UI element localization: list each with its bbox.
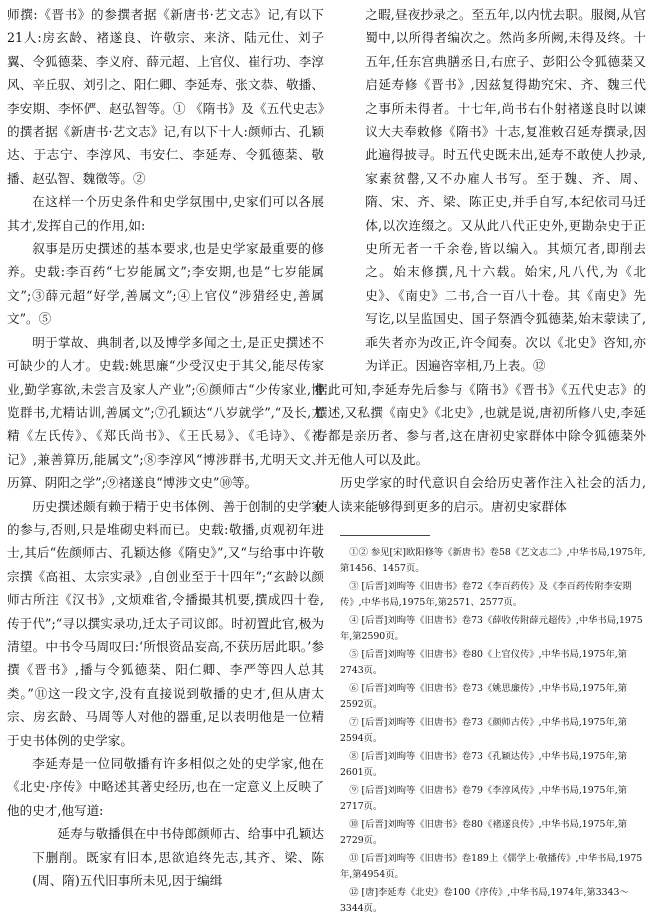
body-paragraph: 叙事是历史撰述的基本要求,也是史学家最重要的修养。史载:李百药“七岁能属文”;李安期,也是“七岁能属文”;③薛元超“好学,善属文”;④上官仪“涉猎经史,善属文”。⑤ (7, 241, 324, 327)
block-quote-paragraph: 之暇,昼夜抄录之。至五年,以内忧去职。服阕,从官蜀中,以所得者编次之。然尚多所阙,未得及终。十五年,任东宫典膳丞日,右庶子、彭阳公令狐德棻又启延寿修《晋书》,因兹复得勘究宋、齐、魏三代之事所未得者。十七年,尚书右仆射褚遂良时以谏议大夫奉敕修《隋书》十志,复准敕召延寿撰录,因此遍得披寻。时五代史既未出,延寿不敢使人抄录,家素贫罄,又不办雇人书写。至于魏、齐、周、隋、宋、齐、梁、陈正史,并手自写,本纪依司马迁体,以次连缀之。又从此八代正史外,更勘杂史于正史所无者一千余卷,皆以编入。其烦冗者,即削去之。始末修撰,凡十六载。始宋,凡八代,为《北史》、《南史》二书,合一百八十卷。其《南史》先写讫,以呈监国史、国子祭酒令狐德棻,始末蒙读了,乖失者亦为改正,许令闻奏。次以《北史》咨知,亦为详正。因遍咨宰相,乃上表。⑫ (365, 7, 646, 374)
body-paragraph: 明于掌故、典制者,以及博学多闻之士,是正史撰述不可缺少的人才。史载:姚思廉“少受汉史于其父,能尽传家业,勤学寡欲,未尝言及家人产业”;⑥颜师古“少传家业,博览群书,尤精诂训,善属文”;⑦孔颖达“八岁就学”,“及长,尤精《左氏传》、《郑氏尚书》、《王氏易》、《毛诗》、《礼记》,兼善算历,能属文”;⑧李淳风“博涉群书,尤明天文、历算、阴阳之学”;⑨褚遂良“博涉文史”⑩等。 (7, 334, 324, 491)
body-paragraph: 在这样一个历史条件和史学氛围中,史家们可以各展其才,发挥自己的作用,如: (7, 194, 324, 233)
footnote-separator (340, 535, 430, 536)
footnote: ①② 参见[宋]欧阳修等《新唐书》卷58《艺文志二》,中华书局,1975年,第1456、1457页。 (340, 547, 646, 574)
footnote: ⑪ [后晋]刘昫等《旧唐书》卷189上《儒学上·敬播传》,中华书局,1975年,第4954页。 (340, 853, 643, 880)
footnote: ⑦ [后晋]刘昫等《旧唐书》卷73《颜师古传》,中华书局,1975年,第2594页。 (340, 717, 627, 744)
block-quote-paragraph: 延寿与敬播俱在中书侍郎颜师古、给事中孔颖达下删削。既家有旧本,思欲追终先志,其齐、梁、陈(周、隋)五代旧事所未见,因于编缉 (32, 826, 324, 889)
body-paragraph: 历史学家的时代意识自会给历史著作注入社会的活力,使人读来能够得到更多的启示。唐初史家群体 (314, 475, 646, 514)
body-paragraph: 据此可知,李延寿先后参与《隋书》《晋书》《五代史志》的撰述,又私撰《南史》《北史》,也就是说,唐初所修八史,李延寿都是亲历者、参与者,这在唐初史家群体中除令狐德棻外并无他人可以及此。 (314, 381, 646, 467)
footnotes (340, 545, 646, 919)
body-paragraph: 师撰:《晋书》的参撰者据《新唐书·艺文志》记,有以下21人:房玄龄、褚遂良、许敬宗、来济、陆元仕、刘子翼、令狐德棻、李义府、薛元超、上官仪、崔行功、李淳风、辛丘驭、刘引之、阳仁卿、李延寿、张文恭、敬播、李安期、李怀俨、赵弘智等。① 《隋书》及《五代史志》的撰者据《新唐书·艺文志》记,有以下十人:颜师古、孔颖达、于志宁、李淳风、韦安仁、李延寿、令狐德棻、敬播、赵弘智、魏徵等。② (7, 7, 324, 186)
body-paragraph: 历史撰述颇有赖于精于史书体例、善于创制的史学家的参与,否则,只是堆砌史料而已。史载:敬播,贞观初年进士,其后“佐颜师古、孔颖达修《隋史》”,又“与给事中许敬宗撰《高祖、太宗实录》,自创业至于十四年”;“玄龄以颜师古所注《汉书》,文烦难省,令播撮其机要,撰成四十卷,传于代”;“寻以撰实录功,迁太子司议郎。时初置此官,极为清望。中书令马周叹曰:‘所恨资品妄高,不获历居此职。’参撰《晋书》,播与令狐德棻、阳仁卿、李严等四人总其类。”⑪这一段文字,没有直接说到敬播的史才,但从唐太宗、房玄龄、马周等人对他的器重,足以表明他是一位精于史书体例的史学家。 (7, 498, 324, 748)
footnote: ⑧ [后晋]刘昫等《旧唐书》卷73《孔颖达传》,中华书局,1975年,第2601页。 (340, 751, 627, 778)
footnote: ⑤ [后晋]刘昫等《旧唐书》卷80《上官仪传》,中华书局,1975年,第2743页。 (340, 649, 627, 676)
footnote: ④ [后晋]刘昫等《旧唐书》卷73《薛收传附薛元超传》,中华书局,1975年,第2590页。 (340, 615, 643, 642)
left-text-column (7, 3, 324, 892)
footnote: ③ [后晋]刘昫等《旧唐书》卷72《李百药传》及《李百药传附李安期传》,中华书局,1975年,第2571、2577页。 (340, 581, 632, 608)
footnote: ⑥ [后晋]刘昫等《旧唐书》卷73《姚思廉传》,中华书局,1975年,第2592页。 (340, 683, 627, 710)
body-paragraph: 李延寿是一位同敬播有许多相似之处的史学家,他在《北史·序传》中略述其著史经历,也在一定意义上反映了他的史才,他写道: (7, 756, 324, 818)
footnote: ⑫ [唐]李延寿《北史》卷100《序传》,中华书局,1974年,第3343～3344页。 (340, 887, 629, 914)
right-text-column (314, 3, 646, 518)
footnote: ⑩ [后晋]刘昫等《旧唐书》卷80《褚遂良传》,中华书局,1975年,第2729页。 (340, 819, 627, 846)
footnote: ⑨ [后晋]刘昫等《旧唐书》卷79《李淳风传》,中华书局,1975年,第2717页。 (340, 785, 627, 812)
